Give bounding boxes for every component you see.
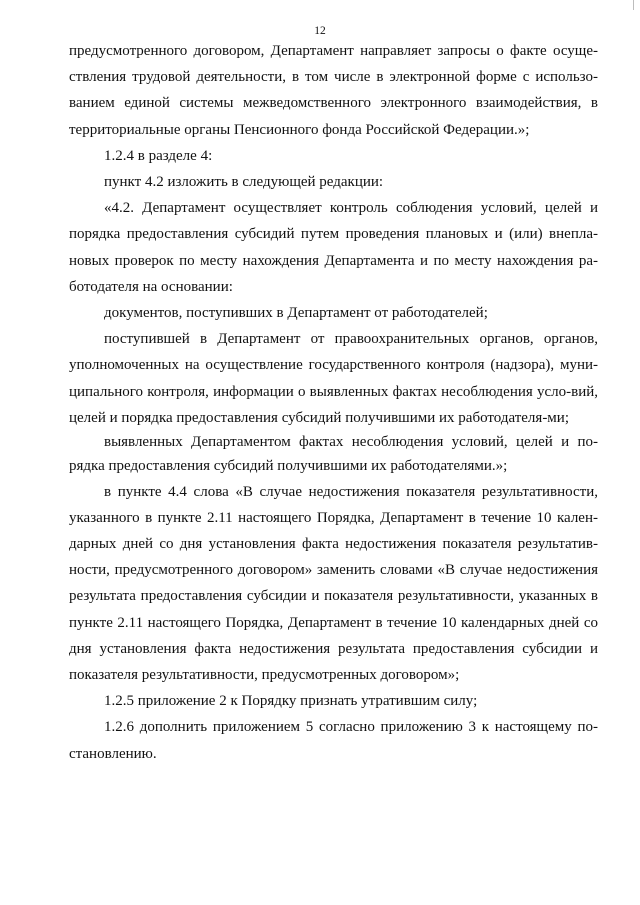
paragraph-received: поступившей в Департамент от правоохранительных органов, органов, уполномоченных на осуществление государственного контроля (надзора), муни-ципального контроля, информации о выявленных фактах несоблюдения усло-вий, целей и порядка предоставления субсидий получившими их работодателя-ми; bbox=[69, 331, 598, 426]
paragraph-documents: документов, поступивших в Департамент от работодателей; bbox=[104, 305, 488, 322]
paragraph-continuation: предусмотренного договором, Департамент направляет запросы о факте осуще-ствления трудовой деятельности, в том числе в электронной форме с использо-ванием единой системы межведомственного электронного взаимодействия, в территориальные органы Пенсионного фонда Российской Федерации.»; bbox=[69, 43, 598, 138]
page-edge-mark bbox=[633, 0, 634, 10]
page-number: 12 bbox=[314, 25, 326, 37]
document-body bbox=[69, 38, 598, 767]
paragraph-1-2-6: 1.2.6 дополнить приложением 5 согласно приложению 3 к настоящему по-становлению. bbox=[69, 719, 598, 762]
paragraph-1-2-4: 1.2.4 в разделе 4: bbox=[104, 147, 213, 164]
paragraph-4-4: в пункте 4.4 слова «В случае недостижения показателя результативности, указанного в пункте 2.11 настоящего Порядка, Департамент в течение 10 кален-дарных дней со дня установления факта недостижения показателя результатив-ности, предусмотренного договором» заменить словами «В случае недостижения результата предоставления субсидии и показателя результативности, указанных в пункте 2.11 настоящего Порядка, Департамент в течение 10 календарных дней со дня установления факта недостижения результата предоставления субсидии и показателя результативности, предусмотренных договором»; bbox=[69, 483, 598, 684]
paragraph-identified: выявленных Департаментом фактах несоблюдения условий, целей и по-рядка предоставления субсидий получившими их работодателями.»; bbox=[69, 434, 598, 474]
paragraph-4-2: «4.2. Департамент осуществляет контроль соблюдения условий, целей и порядка предоставления субсидий путем проведения плановых и (или) внепла-новых проверок по месту нахождения Департамента и по месту нахождения ра-ботодателя на основании: bbox=[69, 200, 598, 295]
paragraph-1-2-5: 1.2.5 приложение 2 к Порядку признать утратившим силу; bbox=[104, 693, 478, 710]
paragraph-4-2-intro: пункт 4.2 изложить в следующей редакции: bbox=[104, 174, 384, 191]
